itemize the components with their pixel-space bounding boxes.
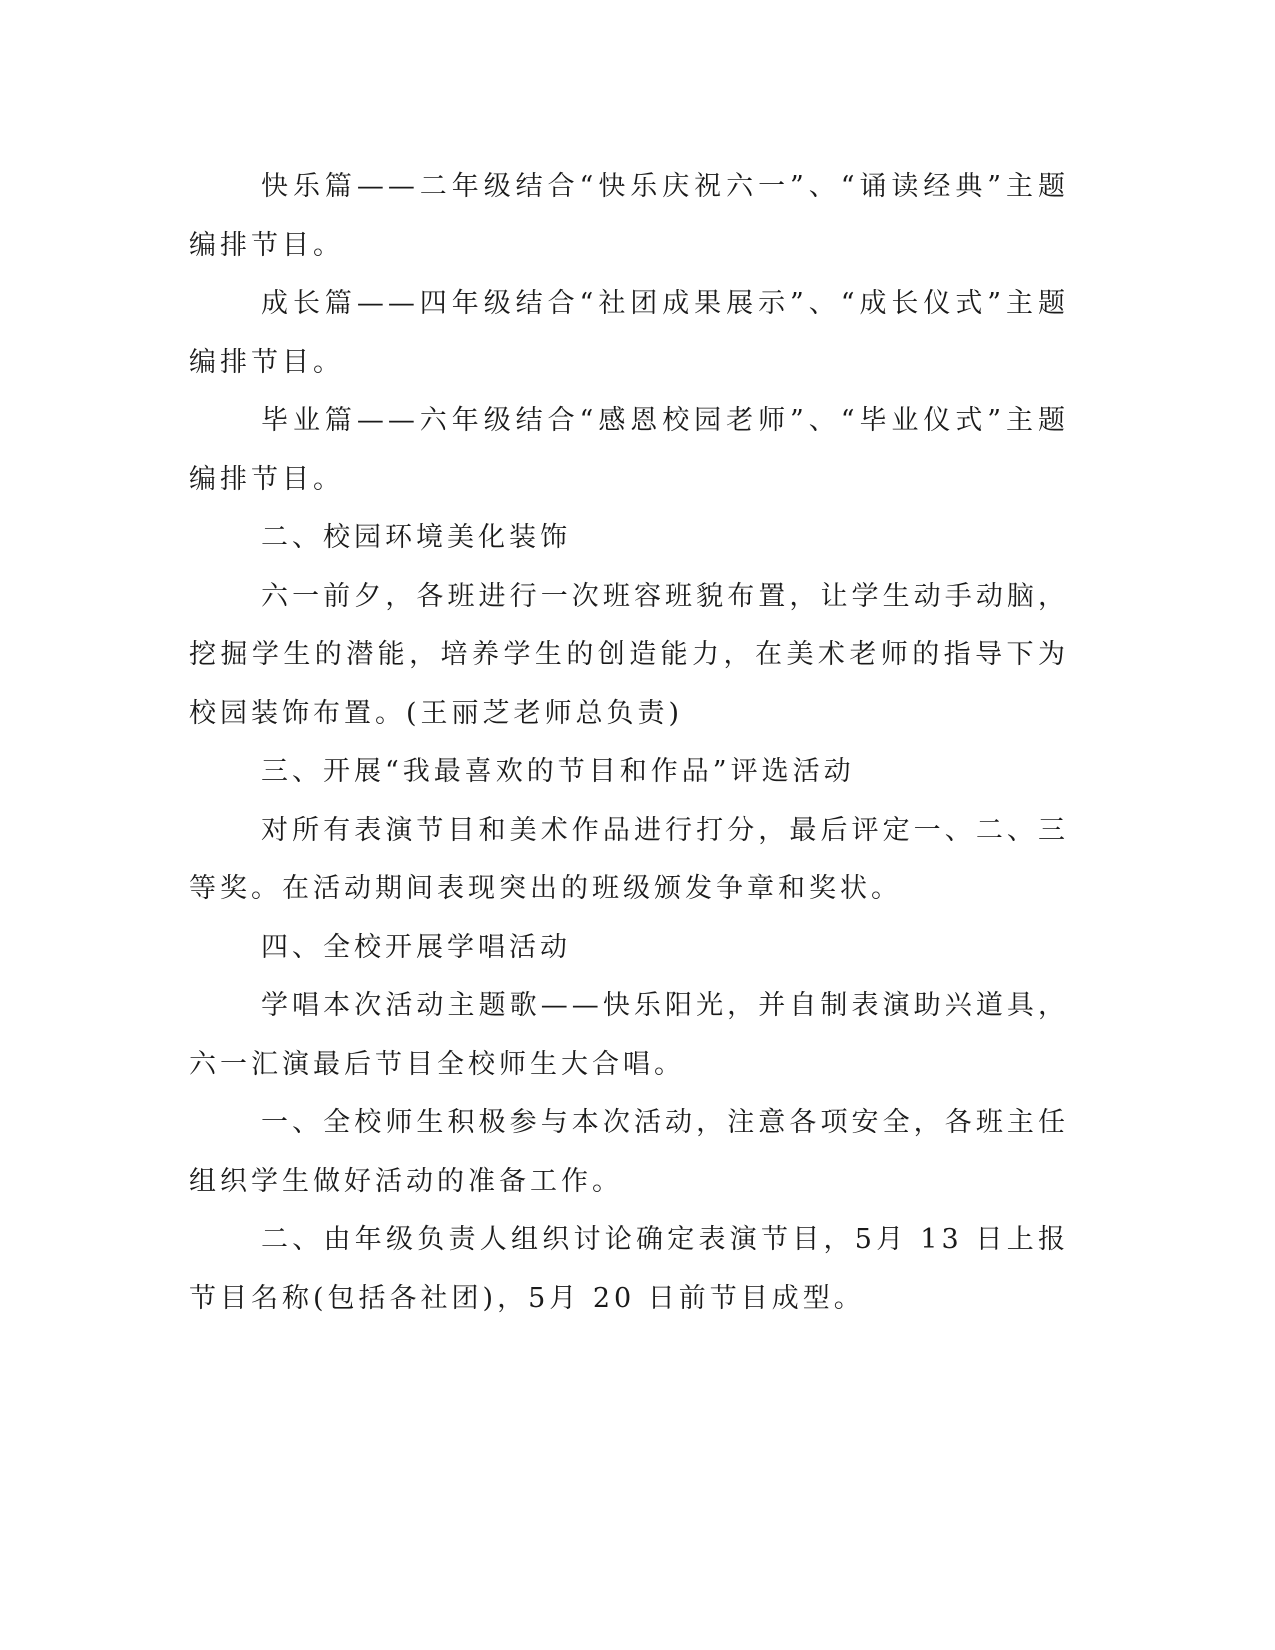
paragraph-singing-activity: 学唱本次活动主题歌——快乐阳光，并自制表演助兴道具，六一汇演最后节目全校师生大合唱。 [189, 990, 1069, 1080]
section-heading-singing-activity: 四、全校开展学唱活动 [261, 931, 571, 963]
paragraph-biye: 毕业篇——六年级结合“感恩校园老师”、“毕业仪式”主题编排节目。 [189, 405, 1069, 495]
paragraph-requirement-1: 一、全校师生积极参与本次活动，注意各项安全，各班主任组织学生做好活动的准备工作。 [189, 1107, 1069, 1197]
document-body [189, 158, 1069, 1328]
paragraph-requirement-2: 二、由年级负责人组织讨论确定表演节目，5月 13 日上报节目名称(包括各社团)，5月 20 日前节目成型。 [189, 1224, 1069, 1314]
paragraph-chengzhang: 成长篇——四年级结合“社团成果展示”、“成长仪式”主题编排节目。 [189, 288, 1069, 378]
section-heading-campus-decoration: 二、校园环境美化装饰 [261, 522, 571, 553]
paragraph-campus-decoration: 六一前夕，各班进行一次班容班貌布置，让学生动手动脑，挖掘学生的潜能，培养学生的创造能力，在美术老师的指导下为校园装饰布置。(王丽芝老师总负责) [189, 580, 1069, 729]
paragraph-selection-activity: 对所有表演节目和美术作品进行打分，最后评定一、二、三等奖。在活动期间表现突出的班级颁发争章和奖状。 [189, 814, 1069, 904]
section-heading-selection-activity: 三、开展“我最喜欢的节目和作品”评选活动 [261, 756, 855, 787]
paragraph-kuaile: 快乐篇——二年级结合“快乐庆祝六一”、“诵读经典”主题编排节目。 [189, 171, 1069, 261]
